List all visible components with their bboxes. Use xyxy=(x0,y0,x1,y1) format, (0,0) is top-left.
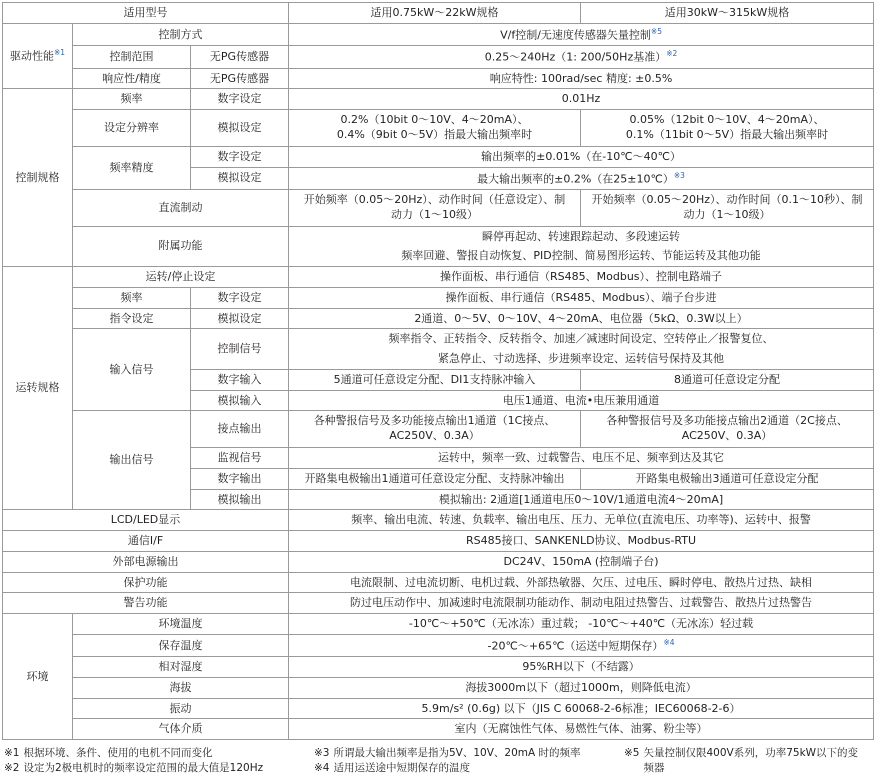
footnote-item xyxy=(314,761,616,776)
row-label-communication: 通信I/F xyxy=(3,531,289,552)
table-row xyxy=(3,68,874,89)
row-label-run-stop: 运转/停止设定 xyxy=(73,267,289,288)
table-row xyxy=(3,267,874,288)
group-environment: 环境 xyxy=(3,614,73,740)
row-label-vibration: 振动 xyxy=(73,698,289,719)
footnote-item xyxy=(314,746,616,761)
footnote-text: 所谓最大输出频率是指为5V、10V、20mA 时的频率 xyxy=(333,747,581,760)
row-label-protection: 保护功能 xyxy=(3,572,289,593)
cell-communication: RS485接口、SANKENLD协议、Modbus-RTU xyxy=(289,531,874,552)
cell-control-signal-line2: 紧急停止、寸动选择、步进频率设定、运转信号保持及其他 xyxy=(289,349,874,369)
row-sublabel-digital-setting-2: 数字设定 xyxy=(191,146,289,167)
row-label-lcd-led: LCD/LED显示 xyxy=(3,510,289,531)
row-label-cmd-frequency: 频率 xyxy=(73,287,191,308)
table-row xyxy=(3,572,874,593)
table-row xyxy=(3,657,874,678)
footnote-text: 根据环境、条件、使用的电机不同而变化 xyxy=(23,747,213,760)
row-label-storage-temp: 保存温度 xyxy=(73,634,289,656)
table-row xyxy=(3,329,874,349)
footnote-column-1 xyxy=(4,746,314,776)
footnote-mark: ※1 xyxy=(53,48,66,58)
cell-control-signal-line1: 频率指令、正转指令、反转指令、加速／减速时间设定、空转停止／报警复位、 xyxy=(289,329,874,349)
cell-resolution-right: 0.05%（12bit 0～10V、4～20mA）、 0.1%（11bit 0～5V）指最大输出频率时 xyxy=(581,110,874,147)
table-row xyxy=(3,3,874,24)
table-row xyxy=(3,698,874,719)
table-row xyxy=(3,551,874,572)
cell-humidity: 95%RH以下（不结露） xyxy=(289,657,874,678)
footnote-column-3 xyxy=(624,746,875,776)
row-sublabel-analog-setting-3: 模拟设定 xyxy=(191,308,289,329)
footnote-item xyxy=(4,746,306,761)
footnote-text: 适用运送途中短期保存的温度 xyxy=(333,762,470,775)
row-label-alarm: 警告功能 xyxy=(3,593,289,614)
table-row xyxy=(3,226,874,246)
footnote-mark: ※2 xyxy=(4,762,20,775)
table-row xyxy=(3,531,874,552)
cell-digital-input-right: 8通道可任意设定分配 xyxy=(581,369,874,390)
cell-freq-accuracy-analog: 最大输出频率的±0.2%（在25±10℃）$^{※3}$ xyxy=(289,167,874,189)
row-label-control-range: 控制范围 xyxy=(73,46,191,68)
footnote-mark: ※4 xyxy=(314,762,330,775)
row-sublabel-no-pg-2: 无PG传感器 xyxy=(191,68,289,89)
group-control-spec: 控制规格 xyxy=(3,89,73,267)
row-sublabel-monitor-signal: 监视信号 xyxy=(191,448,289,469)
table-row xyxy=(3,23,874,45)
row-sublabel-digital-setting-3: 数字设定 xyxy=(191,287,289,308)
cell-response-accuracy: 响应特性: 100rad/sec 精度: ±0.5% xyxy=(289,68,874,89)
row-label-model: 适用型号 xyxy=(3,3,289,24)
cell-external-power: DC24V、150mA (控制端子台) xyxy=(289,551,874,572)
row-label-external-power: 外部电源输出 xyxy=(3,551,289,572)
table-row xyxy=(3,46,874,68)
footnote-mark: ※2 xyxy=(666,49,678,59)
row-sublabel-analog-input: 模拟输入 xyxy=(191,390,289,411)
cell-ambient-temp: -10℃～+50℃（无冰冻）重过载； -10℃～+40℃（无冰冻）轻过载 xyxy=(289,614,874,635)
footnote-mark: ※5 xyxy=(624,747,640,760)
cell-monitor-signal: 运转中，频率一致、过载警告、电压不足、频率到达及其它 xyxy=(289,448,874,469)
group-drive-performance: 驱动性能$^{※1}$ xyxy=(3,23,73,89)
row-label-output-signal: 输出信号 xyxy=(73,411,191,510)
cell-command-setting-analog: 2通道、0～5V、0～10V、4～20mA、电位器（5kΩ、0.3W以上） xyxy=(289,308,874,329)
cell-dc-braking-left: 开始频率（0.05～20Hz）、动作时间（任意设定）、制 动力（1～10级） xyxy=(289,189,581,226)
row-sublabel-control-signal: 控制信号 xyxy=(191,329,289,370)
cell-model-left: 适用0.75kW～22kW规格 xyxy=(289,3,581,24)
table-row xyxy=(3,308,874,329)
cell-vibration: 5.9m/s² (0.6g) 以下（JIS C 60068-2-6标准；IEC60068-2-6） xyxy=(289,698,874,719)
cell-cmd-frequency-digital: 操作面板、串行通信（RS485、Modbus）、端子台步进 xyxy=(289,287,874,308)
table-row xyxy=(3,634,874,656)
cell-resolution-left: 0.2%（10bit 0～10V、4～20mA）、 0.4%（9bit 0～5V）指最大输出频率时 xyxy=(289,110,581,147)
cell-digital-output-left: 开路集电极输出1通道可任意设定分配、支持脉冲输出 xyxy=(289,468,581,489)
row-label-dc-braking: 直流制动 xyxy=(73,189,289,226)
row-sublabel-digital-output: 数字输出 xyxy=(191,468,289,489)
table-row xyxy=(3,719,874,740)
cell-atmosphere: 室内（无腐蚀性气体、易燃性气体、油雾、粉尘等） xyxy=(289,719,874,740)
row-sublabel-digital-setting-1: 数字设定 xyxy=(191,89,289,110)
row-sublabel-analog-setting-2: 模拟设定 xyxy=(191,167,289,189)
cell-digital-output-right: 开路集电极输出3通道可任意设定分配 xyxy=(581,468,874,489)
row-label-frequency-accuracy: 频率精度 xyxy=(73,146,191,189)
cell-lcd-led: 频率、输出电流、转速、负载率、输出电压、压力、无单位(直流电压、功率等)、运转中、报警 xyxy=(289,510,874,531)
row-label-setting-resolution: 设定分辨率 xyxy=(73,110,191,147)
row-label-ambient-temp: 环境温度 xyxy=(73,614,289,635)
footnote-item xyxy=(624,746,867,776)
row-label-atmosphere: 气体介质 xyxy=(73,719,289,740)
footnote-item xyxy=(4,761,306,776)
table-row xyxy=(3,89,874,110)
table-row xyxy=(3,287,874,308)
footnote-text: 矢量控制仅限400V系列，功率75kW以下的变频器 xyxy=(643,747,859,775)
row-sublabel-analog-output: 模拟输出 xyxy=(191,489,289,510)
row-sublabel-digital-input: 数字输入 xyxy=(191,369,289,390)
cell-protection: 电流限制、过电流切断、电机过载、外部热敏器、欠压、过电压、瞬时停电、散热片过热、缺相 xyxy=(289,572,874,593)
cell-analog-output: 模拟输出: 2通道[1通道电压0～10V/1通道电流4～20mA] xyxy=(289,489,874,510)
cell-auxiliary-line1: 瞬停再起动、转速跟踪起动、多段速运转 xyxy=(289,226,874,246)
table-row xyxy=(3,146,874,167)
row-sublabel-contact-output: 接点输出 xyxy=(191,411,289,448)
footnotes xyxy=(4,746,875,776)
table-row xyxy=(3,593,874,614)
specification-table xyxy=(2,2,874,740)
footnote-mark: ※3 xyxy=(673,170,685,180)
footnote-text: 设定为2极电机时的频率设定范围的最大值是120Hz xyxy=(23,762,264,775)
cell-control-range: 0.25～240Hz（1: 200/50Hz基准）$^{※2}$ xyxy=(289,46,874,68)
cell-dc-braking-right: 开始频率（0.05～20Hz）、动作时间（0.1～10秒）、制 动力（1～10级） xyxy=(581,189,874,226)
row-label-humidity: 相对湿度 xyxy=(73,657,289,678)
cell-alarm: 防过电压动作中、加减速时电流限制功能动作、制动电阻过热警告、过载警告、散热片过热警告 xyxy=(289,593,874,614)
cell-freq-accuracy-digital: 输出频率的±0.01%（在-10℃～40℃） xyxy=(289,146,874,167)
footnote-mark: ※3 xyxy=(314,747,330,760)
row-label-command-setting: 指令设定 xyxy=(73,308,191,329)
table-row xyxy=(3,189,874,226)
row-label-frequency: 频率 xyxy=(73,89,191,110)
cell-control-method: V/f控制/无速度传感器矢量控制$^{※5}$ xyxy=(289,23,874,45)
footnote-column-2 xyxy=(314,746,624,776)
cell-frequency-digital: 0.01Hz xyxy=(289,89,874,110)
table-row xyxy=(3,614,874,635)
group-operation-spec: 运转规格 xyxy=(3,267,73,510)
row-label-input-signal: 输入信号 xyxy=(73,329,191,411)
table-row xyxy=(3,677,874,698)
cell-contact-output-right: 各种警报信号及多功能接点输出2通道（2C接点、 AC250V、0.3A） xyxy=(581,411,874,448)
table-row xyxy=(3,510,874,531)
cell-altitude: 海拔3000m以下（超过1000m，则降低电流） xyxy=(289,677,874,698)
row-label-altitude: 海拔 xyxy=(73,677,289,698)
table-row xyxy=(3,411,874,448)
cell-model-right: 适用30kW～315kW规格 xyxy=(581,3,874,24)
cell-storage-temp: -20℃～+65℃（运送中短期保存）$^{※4}$ xyxy=(289,634,874,656)
row-label-response-accuracy: 响应性/精度 xyxy=(73,68,191,89)
cell-run-stop: 操作面板、串行通信（RS485、Modbus）、控制电路端子 xyxy=(289,267,874,288)
cell-auxiliary-line2: 频率回避、警报自动恢复、PID控制、简易图形运转、节能运转及其他功能 xyxy=(289,246,874,266)
footnote-mark: ※5 xyxy=(650,26,662,36)
row-sublabel-analog-setting-1: 模拟设定 xyxy=(191,110,289,147)
row-label-auxiliary-functions: 附属功能 xyxy=(73,226,289,267)
row-label-control-method: 控制方式 xyxy=(73,23,289,45)
footnote-mark: ※1 xyxy=(4,747,20,760)
table-row xyxy=(3,110,874,147)
cell-contact-output-left: 各种警报信号及多功能接点输出1通道（1C接点、 AC250V、0.3A） xyxy=(289,411,581,448)
cell-analog-input: 电压1通道、电流•电压兼用通道 xyxy=(289,390,874,411)
cell-digital-input-left: 5通道可任意设定分配、DI1支持脉冲输入 xyxy=(289,369,581,390)
row-sublabel-no-pg-1: 无PG传感器 xyxy=(191,46,289,68)
footnote-mark: ※4 xyxy=(663,637,675,647)
